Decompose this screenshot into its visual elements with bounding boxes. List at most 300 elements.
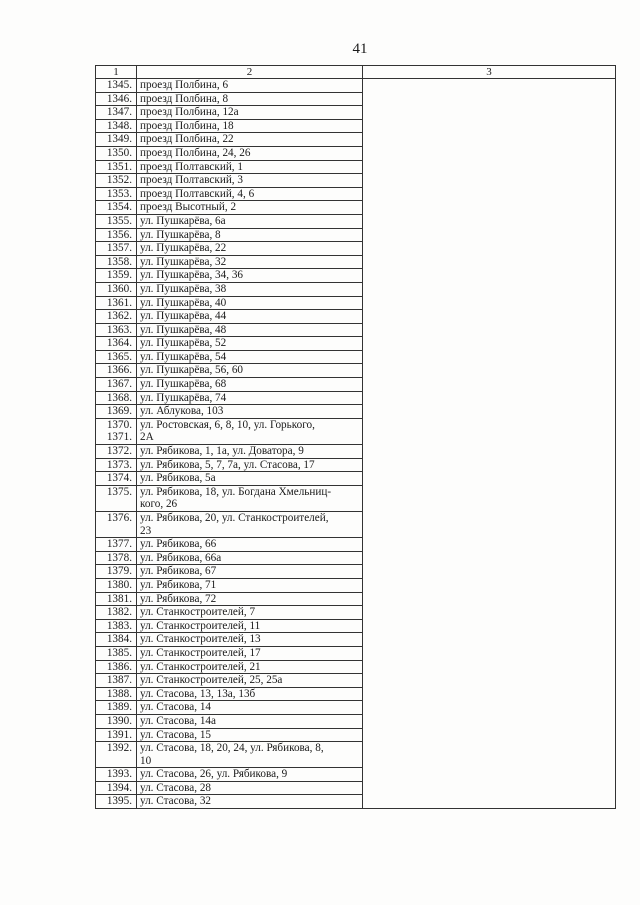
- row-number-cell: [96, 606, 137, 620]
- column-header-1: 1: [96, 66, 137, 79]
- row-number: 1375.: [106, 485, 132, 498]
- address-text: ул. Стасова, 26, ул. Рябикова, 9: [140, 768, 288, 781]
- address-text: проезд Полбина, 22: [140, 133, 234, 146]
- table-row: [96, 445, 616, 459]
- row-number-secondary: 1371.: [106, 431, 132, 444]
- address-text: ул. Аблукова, 103: [140, 405, 224, 418]
- column-3-cell: [363, 201, 616, 215]
- address-cell: [137, 633, 363, 647]
- row-number: 1368.: [106, 391, 132, 404]
- address-cell: [137, 106, 363, 120]
- row-number-cell: [96, 269, 137, 283]
- row-number: 1387.: [106, 674, 132, 687]
- address-text: ул. Рябикова, 5, 7, 7а, ул. Стасова, 17: [140, 458, 315, 471]
- table-row: [96, 646, 616, 660]
- row-number-cell: [96, 565, 137, 579]
- table-row: [96, 728, 616, 742]
- column-3-cell: [363, 742, 616, 768]
- address-cell: [137, 119, 363, 133]
- row-number: 1369.: [106, 405, 132, 418]
- table-row: [96, 578, 616, 592]
- address-cell: [137, 538, 363, 552]
- table-row: [96, 565, 616, 579]
- row-number-cell: [96, 323, 137, 337]
- column-3-cell: [363, 633, 616, 647]
- row-number: 1372.: [106, 445, 132, 458]
- column-3-cell: [363, 242, 616, 256]
- address-text: ул. Рябикова, 66: [140, 538, 217, 551]
- address-cell: [137, 310, 363, 324]
- row-number-cell: [96, 133, 137, 147]
- row-number: 1363.: [106, 323, 132, 336]
- column-3-cell: [363, 337, 616, 351]
- table-row: [96, 323, 616, 337]
- table-row: [96, 119, 616, 133]
- table-row: [96, 619, 616, 633]
- row-number: 1348.: [106, 119, 132, 132]
- row-number-cell: [96, 337, 137, 351]
- address-cell: [137, 242, 363, 256]
- table-row: [96, 201, 616, 215]
- address-text: проезд Полтавский, 1: [140, 160, 243, 173]
- row-number: 1355.: [106, 214, 132, 227]
- column-3-cell: [363, 781, 616, 795]
- column-header-3: 3: [363, 66, 616, 79]
- column-3-cell: [363, 701, 616, 715]
- column-3-cell: [363, 92, 616, 106]
- row-number-cell: [96, 418, 137, 444]
- column-3-cell: [363, 619, 616, 633]
- column-3-cell: [363, 378, 616, 392]
- address-text: ул. Рябикова, 18, ул. Богдана Хмельниц-: [140, 485, 332, 498]
- column-3-cell: [363, 578, 616, 592]
- row-number-cell: [96, 310, 137, 324]
- row-number: 1359.: [106, 269, 132, 282]
- address-cell: [137, 701, 363, 715]
- table-row: [96, 242, 616, 256]
- address-cell: [137, 391, 363, 405]
- column-3-cell: [363, 445, 616, 459]
- column-3-cell: [363, 472, 616, 486]
- address-cell: [137, 350, 363, 364]
- column-3-cell: [363, 795, 616, 809]
- address-cell: [137, 458, 363, 472]
- column-3-cell: [363, 364, 616, 378]
- table-row: [96, 768, 616, 782]
- table-row: [96, 512, 616, 538]
- row-number-cell: [96, 255, 137, 269]
- column-3-cell: [363, 310, 616, 324]
- table-row: [96, 458, 616, 472]
- row-number: 1357.: [106, 242, 132, 255]
- address-text: проезд Полтавский, 3: [140, 174, 243, 187]
- row-number: 1370.: [106, 418, 132, 431]
- table-row: [96, 228, 616, 242]
- address-cell: [137, 296, 363, 310]
- address-cell: [137, 405, 363, 419]
- row-number-cell: [96, 592, 137, 606]
- row-number-cell: [96, 714, 137, 728]
- table-row: [96, 337, 616, 351]
- column-3-cell: [363, 458, 616, 472]
- row-number-cell: [96, 187, 137, 201]
- address-cell: [137, 133, 363, 147]
- row-number: 1353.: [106, 187, 132, 200]
- address-cell: [137, 619, 363, 633]
- table-row: [96, 633, 616, 647]
- address-cell: [137, 187, 363, 201]
- row-number-cell: [96, 106, 137, 120]
- column-3-cell: [363, 768, 616, 782]
- address-text: ул. Рябикова, 67: [140, 565, 217, 578]
- column-3-cell: [363, 79, 616, 93]
- table-row: [96, 350, 616, 364]
- row-number: 1349.: [106, 133, 132, 146]
- row-number-cell: [96, 687, 137, 701]
- table-row: [96, 472, 616, 486]
- row-number-cell: [96, 538, 137, 552]
- row-number-cell: [96, 660, 137, 674]
- row-number-cell: [96, 228, 137, 242]
- table-row: [96, 310, 616, 324]
- row-number: 1354.: [106, 201, 132, 214]
- row-number: 1345.: [106, 79, 132, 91]
- address-cell: [137, 485, 363, 511]
- table-row: [96, 551, 616, 565]
- row-number: 1388.: [106, 687, 132, 700]
- row-number-cell: [96, 146, 137, 160]
- table-body: [96, 79, 616, 809]
- row-number: 1361.: [106, 296, 132, 309]
- column-3-cell: [363, 551, 616, 565]
- address-text: ул. Пушкарёва, 68: [140, 378, 227, 391]
- column-3-cell: [363, 119, 616, 133]
- row-number: 1385.: [106, 646, 132, 659]
- address-text: ул. Ростовская, 6, 8, 10, ул. Горького,: [140, 418, 315, 431]
- address-text: ул. Пушкарёва, 54: [140, 350, 227, 363]
- row-number-cell: [96, 551, 137, 565]
- row-number: 1394.: [106, 781, 132, 794]
- table-row: [96, 106, 616, 120]
- row-number-cell: [96, 458, 137, 472]
- row-number: 1352.: [106, 174, 132, 187]
- row-number: 1384.: [106, 633, 132, 646]
- row-number: 1360.: [106, 282, 132, 295]
- row-number-cell: [96, 795, 137, 809]
- row-number-cell: [96, 174, 137, 188]
- column-3-cell: [363, 485, 616, 511]
- column-3-cell: [363, 592, 616, 606]
- address-cell: [137, 660, 363, 674]
- column-3-cell: [363, 728, 616, 742]
- address-text: ул. Пушкарёва, 56, 60: [140, 364, 244, 377]
- address-cell: [137, 687, 363, 701]
- address-text: проезд Полбина, 6: [140, 79, 229, 91]
- address-cell: [137, 378, 363, 392]
- row-number-cell: [96, 619, 137, 633]
- table-header-row: [96, 66, 616, 79]
- address-cell: [137, 795, 363, 809]
- column-3-cell: [363, 674, 616, 688]
- address-text: ул. Пушкарёва, 74: [140, 391, 227, 404]
- row-number-cell: [96, 282, 137, 296]
- table-row: [96, 214, 616, 228]
- address-text: проезд Высотный, 2: [140, 201, 237, 214]
- column-3-cell: [363, 296, 616, 310]
- address-cell: [137, 551, 363, 565]
- table-row: [96, 405, 616, 419]
- row-number-cell: [96, 391, 137, 405]
- column-3-cell: [363, 405, 616, 419]
- address-cell: [137, 742, 363, 768]
- address-text: ул. Станкостроителей, 13: [140, 633, 261, 646]
- column-3-cell: [363, 269, 616, 283]
- row-number: 1377.: [106, 538, 132, 551]
- address-cell: [137, 214, 363, 228]
- row-number-cell: [96, 242, 137, 256]
- table-row: [96, 795, 616, 809]
- table-row: [96, 391, 616, 405]
- column-3-cell: [363, 228, 616, 242]
- address-text-continued: 23: [140, 524, 152, 537]
- address-text: ул. Пушкарёва, 44: [140, 310, 227, 323]
- address-cell: [137, 146, 363, 160]
- column-3-cell: [363, 538, 616, 552]
- table-row: [96, 378, 616, 392]
- row-number-cell: [96, 201, 137, 215]
- address-text: ул. Рябикова, 5а: [140, 472, 216, 485]
- row-number: 1347.: [106, 106, 132, 119]
- address-text-continued: 2А: [140, 431, 154, 444]
- address-text: ул. Стасова, 15: [140, 728, 212, 741]
- row-number: 1379.: [106, 565, 132, 578]
- row-number: 1391.: [106, 728, 132, 741]
- column-3-cell: [363, 160, 616, 174]
- row-number: 1367.: [106, 378, 132, 391]
- row-number: 1382.: [106, 606, 132, 619]
- row-number: 1395.: [106, 795, 132, 808]
- row-number: 1386.: [106, 660, 132, 673]
- table-row: [96, 92, 616, 106]
- row-number: 1358.: [106, 255, 132, 268]
- address-text: проезд Полбина, 24, 26: [140, 146, 251, 159]
- column-3-cell: [363, 282, 616, 296]
- table-row: [96, 364, 616, 378]
- row-number-cell: [96, 633, 137, 647]
- column-3-cell: [363, 214, 616, 228]
- table-row: [96, 606, 616, 620]
- address-text: ул. Станкостроителей, 21: [140, 660, 261, 673]
- address-cell: [137, 512, 363, 538]
- row-number-cell: [96, 701, 137, 715]
- column-3-cell: [363, 714, 616, 728]
- row-number-cell: [96, 214, 137, 228]
- address-text: ул. Станкостроителей, 7: [140, 606, 256, 619]
- address-text: ул. Рябикова, 72: [140, 592, 217, 605]
- row-number-cell: [96, 350, 137, 364]
- column-3-cell: [363, 350, 616, 364]
- table-row: [96, 174, 616, 188]
- address-text: ул. Пушкарёва, 22: [140, 242, 227, 255]
- address-text: проезд Полбина, 8: [140, 92, 229, 105]
- address-cell: [137, 201, 363, 215]
- row-number: 1383.: [106, 619, 132, 632]
- address-cell: [137, 282, 363, 296]
- table-row: [96, 592, 616, 606]
- address-cell: [137, 578, 363, 592]
- row-number-cell: [96, 472, 137, 486]
- row-number-cell: [96, 674, 137, 688]
- table-row: [96, 146, 616, 160]
- row-number-cell: [96, 92, 137, 106]
- row-number-cell: [96, 160, 137, 174]
- table-row: [96, 282, 616, 296]
- address-cell: [137, 445, 363, 459]
- row-number: 1392.: [106, 742, 132, 755]
- address-text: ул. Пушкарёва, 52: [140, 337, 227, 350]
- table-row: [96, 187, 616, 201]
- address-text: проезд Полбина, 12а: [140, 106, 239, 119]
- row-number: 1381.: [106, 592, 132, 605]
- address-cell: [137, 92, 363, 106]
- table-row: [96, 714, 616, 728]
- row-number-cell: [96, 378, 137, 392]
- column-3-cell: [363, 687, 616, 701]
- table-row: [96, 538, 616, 552]
- address-text: ул. Стасова, 14: [140, 701, 212, 714]
- row-number: 1374.: [106, 472, 132, 485]
- column-3-cell: [363, 255, 616, 269]
- address-cell: [137, 606, 363, 620]
- address-text: ул. Пушкарёва, 48: [140, 323, 227, 336]
- address-text: ул. Пушкарёва, 40: [140, 296, 227, 309]
- address-cell: [137, 418, 363, 444]
- column-3-cell: [363, 146, 616, 160]
- row-number: 1373.: [106, 458, 132, 471]
- column-3-cell: [363, 512, 616, 538]
- address-text-continued: кого, 26: [140, 498, 178, 511]
- row-number-cell: [96, 742, 137, 768]
- row-number-cell: [96, 119, 137, 133]
- row-number: 1350.: [106, 146, 132, 159]
- row-number: 1376.: [106, 512, 132, 524]
- address-text: ул. Рябикова, 1, 1а, ул. Доватора, 9: [140, 445, 304, 458]
- address-cell: [137, 337, 363, 351]
- row-number-cell: [96, 578, 137, 592]
- row-number-cell: [96, 768, 137, 782]
- address-text: ул. Рябикова, 20, ул. Станкостроителей,: [140, 512, 329, 524]
- address-text: ул. Стасова, 28: [140, 781, 212, 794]
- column-3-cell: [363, 106, 616, 120]
- row-number: 1356.: [106, 228, 132, 241]
- row-number-cell: [96, 364, 137, 378]
- table-row: [96, 133, 616, 147]
- table-row: [96, 418, 616, 444]
- row-number-cell: [96, 445, 137, 459]
- row-number: 1362.: [106, 310, 132, 323]
- address-text-continued: 10: [140, 754, 152, 767]
- address-text: ул. Пушкарёва, 32: [140, 255, 227, 268]
- address-text: ул. Стасова, 18, 20, 24, ул. Рябикова, 8,: [140, 742, 324, 755]
- address-cell: [137, 674, 363, 688]
- address-text: проезд Полтавский, 4, 6: [140, 187, 255, 200]
- address-cell: [137, 323, 363, 337]
- row-number-cell: [96, 728, 137, 742]
- address-text: ул. Станкостроителей, 11: [140, 619, 261, 632]
- address-cell: [137, 269, 363, 283]
- column-3-cell: [363, 174, 616, 188]
- column-header-2: 2: [137, 66, 363, 79]
- table-row: [96, 742, 616, 768]
- row-number: 1390.: [106, 714, 132, 727]
- table-row: [96, 160, 616, 174]
- address-text: ул. Стасова, 13, 13а, 13б: [140, 687, 256, 700]
- column-3-cell: [363, 418, 616, 444]
- address-cell: [137, 714, 363, 728]
- address-cell: [137, 364, 363, 378]
- row-number-cell: [96, 485, 137, 511]
- row-number: 1380.: [106, 578, 132, 591]
- row-number: 1389.: [106, 701, 132, 714]
- table-row: [96, 660, 616, 674]
- column-3-cell: [363, 133, 616, 147]
- table-row: [96, 296, 616, 310]
- address-cell: [137, 174, 363, 188]
- address-cell: [137, 228, 363, 242]
- row-number: 1351.: [106, 160, 132, 173]
- address-text: ул. Пушкарёва, 8: [140, 228, 221, 241]
- table-row: [96, 701, 616, 715]
- address-text: ул. Рябикова, 71: [140, 578, 217, 591]
- column-3-cell: [363, 660, 616, 674]
- address-table: [95, 65, 616, 809]
- address-cell: [137, 592, 363, 606]
- address-cell: [137, 565, 363, 579]
- address-cell: [137, 728, 363, 742]
- address-cell: [137, 646, 363, 660]
- column-3-cell: [363, 391, 616, 405]
- table-row: [96, 255, 616, 269]
- table-row: [96, 269, 616, 283]
- row-number: 1364.: [106, 337, 132, 350]
- page-number: 41: [352, 41, 368, 57]
- row-number-cell: [96, 781, 137, 795]
- column-3-cell: [363, 323, 616, 337]
- address-text: ул. Рябикова, 66а: [140, 551, 222, 564]
- address-text: ул. Стасова, 32: [140, 795, 212, 808]
- address-cell: [137, 79, 363, 93]
- address-text: ул. Стасова, 14а: [140, 714, 216, 727]
- column-3-cell: [363, 606, 616, 620]
- row-number: 1366.: [106, 364, 132, 377]
- address-text: ул. Пушкарёва, 34, 36: [140, 269, 244, 282]
- row-number-cell: [96, 646, 137, 660]
- address-cell: [137, 160, 363, 174]
- row-number: 1393.: [106, 768, 132, 781]
- address-text: ул. Пушкарёва, 38: [140, 282, 227, 295]
- address-cell: [137, 472, 363, 486]
- address-text: ул. Станкостроителей, 25, 25а: [140, 674, 283, 687]
- address-text: ул. Станкостроителей, 17: [140, 646, 261, 659]
- row-number: 1365.: [106, 350, 132, 363]
- address-cell: [137, 781, 363, 795]
- table-row: [96, 79, 616, 93]
- column-3-cell: [363, 565, 616, 579]
- address-text: проезд Полбина, 18: [140, 119, 234, 132]
- address-cell: [137, 255, 363, 269]
- row-number-cell: [96, 405, 137, 419]
- table-row: [96, 687, 616, 701]
